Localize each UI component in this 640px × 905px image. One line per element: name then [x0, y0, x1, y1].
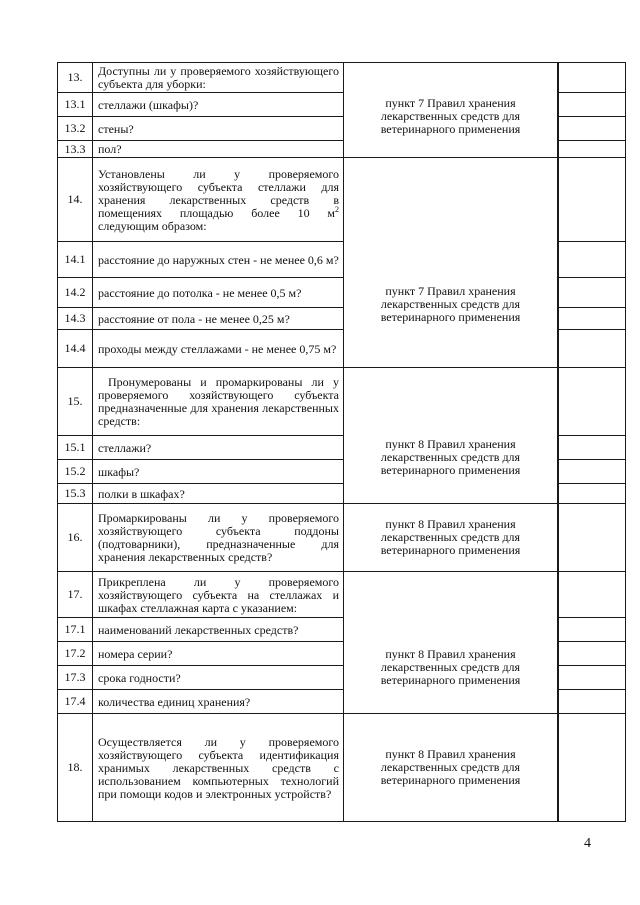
- page-number: 4: [584, 836, 591, 851]
- item-number: 15.: [58, 368, 93, 436]
- legal-basis: пункт 7 Правил хранения лекарственных средств для ветеринарного применения: [344, 158, 558, 368]
- answer-cell[interactable]: [559, 642, 626, 666]
- question-text: Доступны ли у проверяемого хозяйствующего субъекта для уборки:: [93, 63, 344, 93]
- question-text: Осуществляется ли у проверяемого хозяйствующего субъекта идентификация хранимых лекарственных средств с использованием компьютерных технологий при помощи кодов и электронных устройств?: [93, 714, 344, 822]
- answer-cell[interactable]: [559, 330, 626, 368]
- question-text: пол?: [93, 141, 344, 158]
- question-text: наименований лекарственных средств?: [93, 618, 344, 642]
- question-text: расстояние до потолка - не менее 0,5 м?: [93, 278, 344, 308]
- question-text: номера серии?: [93, 642, 344, 666]
- question-text: стеллажи (шкафы)?: [93, 93, 344, 117]
- answer-cell[interactable]: [559, 690, 626, 714]
- answer-cell[interactable]: [559, 242, 626, 278]
- item-number: 14.4: [58, 330, 93, 368]
- answer-cell[interactable]: [559, 141, 626, 158]
- question-text: количества единиц хранения?: [93, 690, 344, 714]
- question-text: проходы между стеллажами - не менее 0,75 м?: [93, 330, 344, 368]
- item-number: 17.2: [58, 642, 93, 666]
- question-text: срока годности?: [93, 666, 344, 690]
- question-text: расстояние до наружных стен - не менее 0,6 м?: [93, 242, 344, 278]
- answer-cell[interactable]: [559, 63, 626, 93]
- item-number: 17.1: [58, 618, 93, 642]
- answer-cell[interactable]: [559, 436, 626, 460]
- answer-cell[interactable]: [559, 158, 626, 242]
- question-text: Промаркированы ли у проверяемого хозяйствующего субъекта поддоны (подтоварники), предназначенные для хранения лекарственных средств?: [93, 504, 344, 572]
- legal-basis: пункт 8 Правил хранения лекарственных средств для ветеринарного применения: [344, 714, 558, 822]
- item-number: 18.: [58, 714, 93, 822]
- item-number: 13.: [58, 63, 93, 93]
- item-number: 13.3: [58, 141, 93, 158]
- question-text: Пронумерованы и промаркированы ли у проверяемого хозяйствующего субъекта предназначенные для хранения лекарственных средств:: [93, 368, 344, 436]
- item-number: 15.3: [58, 484, 93, 504]
- legal-basis: пункт 7 Правил хранения лекарственных средств для ветеринарного применения: [344, 63, 558, 158]
- answer-cell[interactable]: [559, 278, 626, 308]
- answer-cell[interactable]: [559, 666, 626, 690]
- checklist-table: [57, 62, 626, 822]
- question-text: Прикреплена ли у проверяемого хозяйствующего субъекта на стеллажах и шкафах стеллажная карта с указанием:: [93, 572, 344, 618]
- answer-cell[interactable]: [559, 308, 626, 330]
- answer-cell[interactable]: [559, 714, 626, 822]
- table-row: [58, 368, 626, 436]
- table-row: [58, 158, 626, 242]
- answer-cell[interactable]: [559, 460, 626, 484]
- answer-cell[interactable]: [559, 117, 626, 141]
- answer-cell[interactable]: [559, 368, 626, 436]
- question-text: Установлены ли у проверяемого хозяйствующего субъекта стеллажи для хранения лекарственных средств в помещениях площадью более 10 $м^2$ следующим образом:: [93, 158, 344, 242]
- item-number: 15.2: [58, 460, 93, 484]
- answer-cell[interactable]: [559, 572, 626, 618]
- legal-basis: пункт 8 Правил хранения лекарственных средств для ветеринарного применения: [344, 572, 558, 714]
- question-text: полки в шкафах?: [93, 484, 344, 504]
- item-number: 17.3: [58, 666, 93, 690]
- table-row: [58, 572, 626, 618]
- legal-basis: пункт 8 Правил хранения лекарственных средств для ветеринарного применения: [344, 504, 558, 572]
- item-number: 17.4: [58, 690, 93, 714]
- answer-cell[interactable]: [559, 504, 626, 572]
- item-number: 13.1: [58, 93, 93, 117]
- item-number: 14.1: [58, 242, 93, 278]
- answer-cell[interactable]: [559, 618, 626, 642]
- item-number: 16.: [58, 504, 93, 572]
- item-number: 14.: [58, 158, 93, 242]
- item-number: 14.2: [58, 278, 93, 308]
- item-number: 14.3: [58, 308, 93, 330]
- question-text: шкафы?: [93, 460, 344, 484]
- legal-basis: пункт 8 Правил хранения лекарственных средств для ветеринарного применения: [344, 368, 558, 504]
- item-number: 15.1: [58, 436, 93, 460]
- table-row: [58, 504, 626, 572]
- item-number: 17.: [58, 572, 93, 618]
- question-text: стены?: [93, 117, 344, 141]
- table-row: [58, 714, 626, 822]
- item-number: 13.2: [58, 117, 93, 141]
- question-text: стеллажи?: [93, 436, 344, 460]
- table-row: [58, 63, 626, 93]
- question-text: расстояние от пола - не менее 0,25 м?: [93, 308, 344, 330]
- answer-cell[interactable]: [559, 93, 626, 117]
- answer-cell[interactable]: [559, 484, 626, 504]
